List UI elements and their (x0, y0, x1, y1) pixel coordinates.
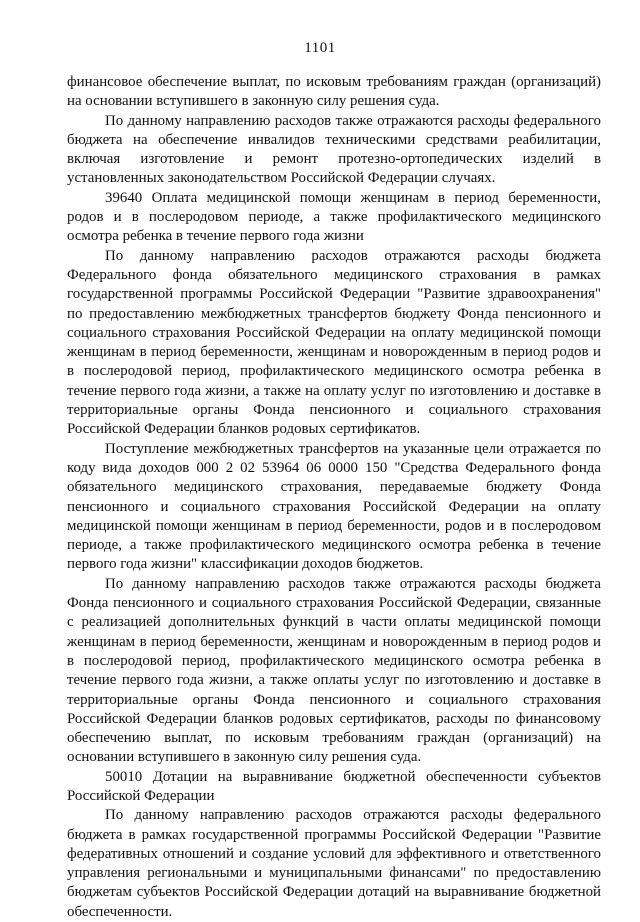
paragraph-income-code: Поступление межбюджетных трансфертов на указанные цели отражается по коду вида доходов 000 2 02 53964 06 0000 150 "Средства Федерального фонда обязательного медицинского страхования, передаваемые бюджету Фонда пенсионного и социального страхования Российской Федерации на оплату медицинской помощи женщинам в период беременности, родов и в послеродовом периоде, а также профилактического медицинского осмотра ребенка в течение первого года жизни" классификации доходов бюджетов. (67, 440, 601, 573)
document-body (67, 73, 601, 922)
paragraph-equalization-subsidies: По данному направлению расходов отражаются расходы федерального бюджета в рамках государственной программы Российской Федерации "Развитие федеративных отношений и создание условий для эффективного и ответственного управления региональными и муниципальными финансами" по предоставлению бюджетам субъектов Российской Федерации дотаций на выравнивание бюджетной обеспеченности. (67, 807, 601, 920)
paragraph-ffoms-transfers: По данному направлению расходов отражаются расходы бюджета Федерального фонда обязательного медицинского страхования в рамках государственной программы Российской Федерации "Развитие здравоохранения" по предоставлению межбюджетных трансфертов бюджету Фонда пенсионного и социального страхования Российской Федерации на оплату медицинской помощи женщинам в период беременности, женщинам и новорожденным в период родов и в послеродовой период, профилактического медицинского осмотра ребенка в течение первого года жизни, а также на оплату услуг по изготовлению и доставке в территориальные органы Фонда пенсионного и социального страхования Российской Федерации бланков родовых сертификатов. (67, 247, 601, 438)
section-heading-50010: 50010 Дотации на выравнивание бюджетной обеспеченности субъектов Российской Федерации (67, 768, 601, 804)
section-heading-39640: 39640 Оплата медицинской помощи женщинам в период беременности, родов и в послеродовом периоде, а также профилактического медицинского осмотра ребенка в течение первого года жизни (67, 189, 601, 245)
paragraph-pension-fund-expenses: По данному направлению расходов также отражаются расходы бюджета Фонда пенсионного и социального страхования Российской Федерации, связанные с реализацией дополнительных функций в части оплаты медицинской помощи женщинам в период беременности, женщинам и новорожденным в период родов и в послеродовой период, профилактического медицинского осмотра ребенка в течение первого года жизни, а также оплаты услуг по изготовлению и доставке в территориальные органы Фонда пенсионного и социального страхования Российской Федерации бланков родовых сертификатов, расходы по финансовому обеспечению выплат, по исковым требованиям граждан (организаций) на основании вступившего в законную силу решения суда. (67, 575, 601, 766)
paragraph-technical-rehabilitation: По данному направлению расходов также отражаются расходы федерального бюджета на обеспечение инвалидов техническими средствами реабилитации, включая изготовление и ремонт протезно-ортопедических изделий в установленных законодательством Российской Федерации случаях. (67, 112, 601, 187)
page-number: 1101 (304, 40, 336, 56)
paragraph-continuation: финансовое обеспечение выплат, по исковым требованиям граждан (организаций) на основании вступившего в законную силу решения суда. (67, 74, 601, 110)
